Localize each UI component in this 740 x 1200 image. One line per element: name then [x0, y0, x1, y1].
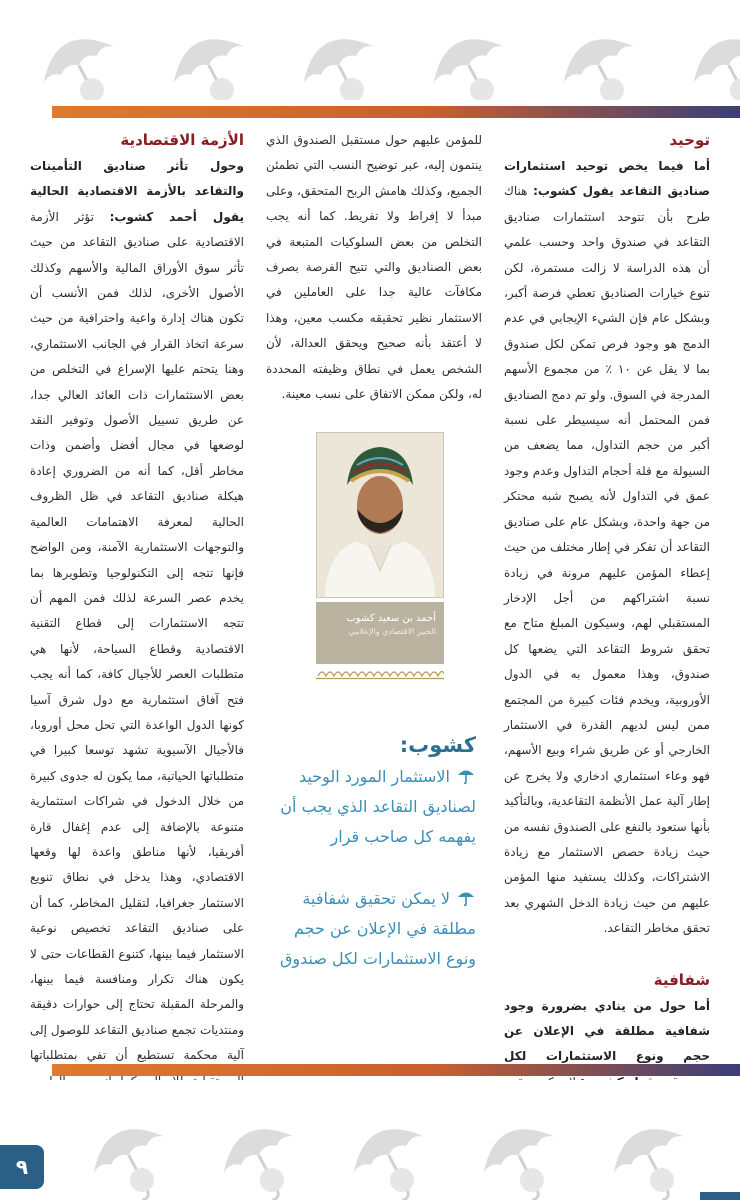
- portrait-photo: [316, 432, 444, 598]
- umbrella-pattern-icon: [0, 0, 740, 100]
- section-paragraph: [504, 154, 710, 942]
- lead-text: وحول تأثر صناديق التأمينات والتقاعد بالأزمة الاقتصادية الحالية يقول أحمد كشوب:: [30, 159, 244, 224]
- header-pattern-band: [0, 0, 740, 100]
- portrait-title: الخبير الاقتصادي والإعلامي: [348, 627, 436, 636]
- page-number: ٩: [0, 1145, 44, 1189]
- umbrella-icon: [456, 766, 476, 786]
- person-portrait-icon: [317, 433, 443, 597]
- section-heading-economic-crisis: الأزمة الاقتصادية: [120, 131, 244, 149]
- right-column: [504, 128, 710, 1197]
- quote-text: الاستثمار المورد الوحيد لصناديق التقاعد الذي يجب أن يفهمه كل صاحب قرار: [280, 767, 476, 846]
- body-text: تؤثر الأزمة الاقتصادية على صناديق التقاعد من حيث تأثر سوق الأوراق المالية والأسهم وكذلك الأصول الأخرى، لذلك فمن الأنسب أن تكون هناك إدارة واعية واحترافية من حيث سرعة اتخاذ القرار في الجانب الاستثماري، وهنا يتحتم عليها الإسراع في التخلص من بعض الاستثمارات ذات العائد العالي جدا، عن طريق تسييل الأصول وتوفير النقد لوضعها في مجال أفضل وأضمن وذات مخاطر أقل، كما أنه من الضروري إعادة هيكلة صناديق التقاعد في ظل الظروف الحالية لمعرفة الاهتمامات العالمية والتوجهات الاستثمارية الآمنة، ومن الواضح فإنها تتجه إلى التكنولوجيا وتطويرها بما يخدم عصر السرعة لذلك فمن المهم أن تتجه الاستثمارات إلى قطاع التقنية الاقتصادية وقطاع السياحة، لأنها هي متطلبات العصر للأجيال كافة، كما أنه يجب فتح آفاق استثمارية مع دول شرق آسيا كونها الدول الواعدة التي تحل محل أوروبا، فالأجيال الآسيوية تشهد توسعا كبيرا في متطلباتها الحياتية، مما يكون له جدوى كبيرة من خلال الدخول في شراكات استثمارية متنوعة بالإضافة إلى عدم إغفال قارة أفريقيا، لأنها مناطق واعدة لها وقعها الاقتصادي، وهذا يدخل في نطاق تنويع الاستثمار جغرافيا، لتقليل المخاطر، كما أن على صناديق التقاعد تخصيص نوعية الاستثمار فيما بينها، كتنوع القطاعات حتى لا يكون هناك تكرار ومنافسة فيما بينها، والمرحلة المقبلة تحتاج إلى حوارات دقيقة ومنتديات تجمع صناديق التقاعد للوصول إلى آلية محكمة تستطيع أن تفي بمتطلباتها: [30, 209, 244, 1063]
- corner-mark: [700, 1192, 740, 1200]
- top-color-rule: [52, 106, 740, 118]
- left-column: [30, 128, 244, 1170]
- portrait-name: أحمد بن سعيد كشوب: [346, 613, 436, 624]
- bottom-color-rule: [52, 1064, 740, 1076]
- portrait-frame: [316, 432, 444, 684]
- lead-text: أما حول من ينادي بضرورة وجود شفافية مطلقة في الإعلان عن حجم ونوع الاستثمارات لكل: [504, 998, 710, 1064]
- body-text: للمؤمن عليهم حول مستقبل الصندوق الذي ينتمون إليه، عبر توضيح النسب التي تطمئن الجميع، وكذلك هامش الربح المتحقق، وعلى مبدأ لا إفراط ولا تفريط. كما أنه يجب التخلص من بعض السلوكيات المتبعة في بعض الصناديق والتي تتيح الفرصة بصرف مكافآت عالية جدا على العاملين في الاستثمار نظير تحقيقه مكسب معين، وهذا لا أعتقد بأنه صحيح ويحقق العدالة، لأن الشخص يعمل في نطاق وظيفته المحددة له، ولكن ممكن الاتفاق على نسب معينة.: [266, 133, 482, 402]
- section-heading-transparency: شفافية: [653, 970, 710, 989]
- body-text: هناك طرح بأن تتوحد استثمارات صناديق التقاعد في صندوق واحد وحسب علمي أن هذه الدراسة لا زالت مستمرة، لكن تنوع خيارات الصناديق تعطي فرصة أكبر، وبشكل عام فإن الشيء الإيجابي في عدم الدمج هو وجود فرص تمكن لكل صندوق بما لا يقل عن ١٠ ٪ من مجموع الأسهم المدرجة في السوق. ولو تم دمج الصناديق فمن المحتمل أنه سيسيطر على نسبة أكبر من حجم التداول، مما يضعف من السيولة مع قلة أحجام التداول وعدم وجود عمق في التداول لأنه يصبح شبه محتكر من جهة واحدة، وبشكل عام على صناديق التقاعد أن تفكر في إطار مختلف من حيث إعطاء المؤمن عليهم مرونة في زيادة نسبة اشتراكهم من أجل الإدخار المستقبلي لهم، وسيكون المبلغ متاح مع تحقق شروط التقاعد التي يضعها كل صندوق، وهذا معمول به في الدول الأوروبية، ويخدم فئات كبيرة من المجتمع ممن ليس لديهم القدرة في الاستثمار الخارجي أو عن طريق شراء وبيع الأسهم، فهو وعاء استثماري ادخاري ولا يخرج عن إطار آلية عمل الأنظمة التقاعدية، وبالتأكيد بأنها ستعود بالنفع على الصندوق نفسه من حيث زيادة حصص الاستثمار مع زيادة الاشتراكات، وكذلك يستفيد منها المؤمن عليهم من حيث زيادة الدخل الشهري بعد تحقق مخاطر التقاعد.: [504, 184, 710, 936]
- middle-column: [266, 128, 482, 407]
- ornament-border-icon: [316, 666, 444, 680]
- umbrella-pattern-icon: [0, 1080, 740, 1200]
- quote-text: لا يمكن تحقيق شفافية مطلقة في الإعلان عن حجم ونوع الاستثمارات لكل صندوق: [279, 889, 476, 968]
- pull-quote-1: [268, 762, 476, 852]
- pull-quote-2: [268, 884, 476, 974]
- umbrella-icon: [456, 888, 476, 908]
- portrait-caption: [316, 602, 444, 664]
- lead-text: أما فيما يخص توحيد استثمارات صناديق التقاعد يقول كشوب:: [504, 159, 710, 199]
- section-paragraph: [30, 154, 244, 1170]
- quote-title: كشوب:: [399, 733, 476, 757]
- section-heading-unification: توحيد: [669, 131, 710, 149]
- footer-pattern-band: [0, 1080, 740, 1200]
